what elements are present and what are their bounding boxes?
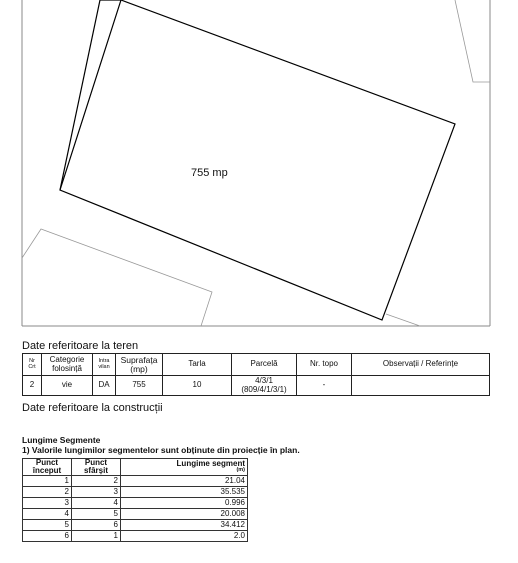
segment-end-cell: 3 xyxy=(72,487,121,498)
cell-intravilan: DA xyxy=(93,376,116,396)
land-table-row xyxy=(23,376,490,396)
col-start-line1: Punct xyxy=(35,458,59,467)
col-intravilan xyxy=(93,354,116,376)
segment-length-cell: 35.535 xyxy=(121,487,248,498)
col-end-point xyxy=(72,459,121,476)
segment-length-cell: 34.412 xyxy=(121,520,248,531)
segment-length-cell: 2.0 xyxy=(121,531,248,542)
segment-end-cell: 4 xyxy=(72,498,121,509)
segments-title: Lungime Segmente xyxy=(22,435,101,445)
segment-start-cell: 6 xyxy=(23,531,72,542)
col-parcel: Parcelă xyxy=(232,354,297,376)
col-start-line2: început xyxy=(32,466,62,475)
segment-start-cell: 1 xyxy=(23,476,72,487)
segment-row xyxy=(23,520,248,531)
cell-observations xyxy=(352,376,490,396)
segment-row xyxy=(23,498,248,509)
segment-row xyxy=(23,476,248,487)
segments-note: 1) Valorile lungimilor segmentelor sunt obținute din proiecție în plan. xyxy=(22,445,300,455)
segments-header-row xyxy=(23,459,248,476)
col-nr-crt-line2: Crt xyxy=(28,363,36,370)
cell-surface: 755 xyxy=(116,376,163,396)
cell-nr-crt: 2 xyxy=(23,376,42,396)
cell-category: vie xyxy=(42,376,93,396)
segment-length-cell: 21.04 xyxy=(121,476,248,487)
segment-start-cell: 2 xyxy=(23,487,72,498)
land-data-table xyxy=(22,353,490,396)
segment-row xyxy=(23,509,248,520)
col-intravilan-line2: vilan xyxy=(98,363,110,370)
col-surface-line2: (mp) xyxy=(130,363,148,374)
segment-end-cell: 5 xyxy=(72,509,121,520)
col-nr-crt xyxy=(23,354,42,376)
neighbour-parcel-top-right xyxy=(455,0,490,82)
cell-nr-topo: - xyxy=(297,376,352,396)
cell-tarla: 10 xyxy=(163,376,232,396)
col-category xyxy=(42,354,93,376)
segments-table xyxy=(22,458,248,542)
neighbour-parcel-bottom-right xyxy=(386,314,420,326)
col-surface xyxy=(116,354,163,376)
segment-start-cell: 4 xyxy=(23,509,72,520)
segment-end-cell: 1 xyxy=(72,531,121,542)
land-table-header-row xyxy=(23,354,490,376)
cell-parcel-line2: (809/4/1/3/1) xyxy=(241,384,287,394)
segment-row xyxy=(23,487,248,498)
cell-parcel xyxy=(232,376,297,396)
col-nr-topo: Nr. topo xyxy=(297,354,352,376)
segment-start-cell: 3 xyxy=(23,498,72,509)
col-observations: Observații / Referințe xyxy=(352,354,490,376)
col-length-line1: Lungime segment xyxy=(176,459,245,469)
parcel-edge-left xyxy=(60,0,100,190)
land-section-title: Date referitoare la teren xyxy=(22,340,139,352)
col-intravilan-line1: Intra xyxy=(98,357,110,364)
segment-end-cell: 2 xyxy=(72,476,121,487)
segment-length-cell: 0.996 xyxy=(121,498,248,509)
col-category-line1: Categorie xyxy=(49,355,85,365)
segment-length-cell: 20.008 xyxy=(121,509,248,520)
col-category-line2: folosință xyxy=(52,363,82,373)
construction-section-title: Date referitoare la construcții xyxy=(22,402,163,414)
col-end-line2: sfârșit xyxy=(83,466,108,475)
col-length xyxy=(121,459,248,476)
segment-end-cell: 6 xyxy=(72,520,121,531)
col-start-point xyxy=(23,459,72,476)
col-tarla: Tarla xyxy=(163,354,232,376)
cell-parcel-line1: 4/3/1 xyxy=(255,376,273,386)
segment-row xyxy=(23,531,248,542)
col-length-unit: (m) xyxy=(236,467,245,474)
segment-start-cell: 5 xyxy=(23,520,72,531)
col-nr-crt-line1: Nr xyxy=(29,357,35,364)
col-end-line1: Punct xyxy=(84,458,108,467)
parcel-outline xyxy=(60,0,455,320)
col-surface-line1: Suprafața xyxy=(120,354,158,365)
parcel-area-label: 755 mp xyxy=(191,167,228,179)
neighbour-parcel-bottom-left xyxy=(22,229,212,326)
